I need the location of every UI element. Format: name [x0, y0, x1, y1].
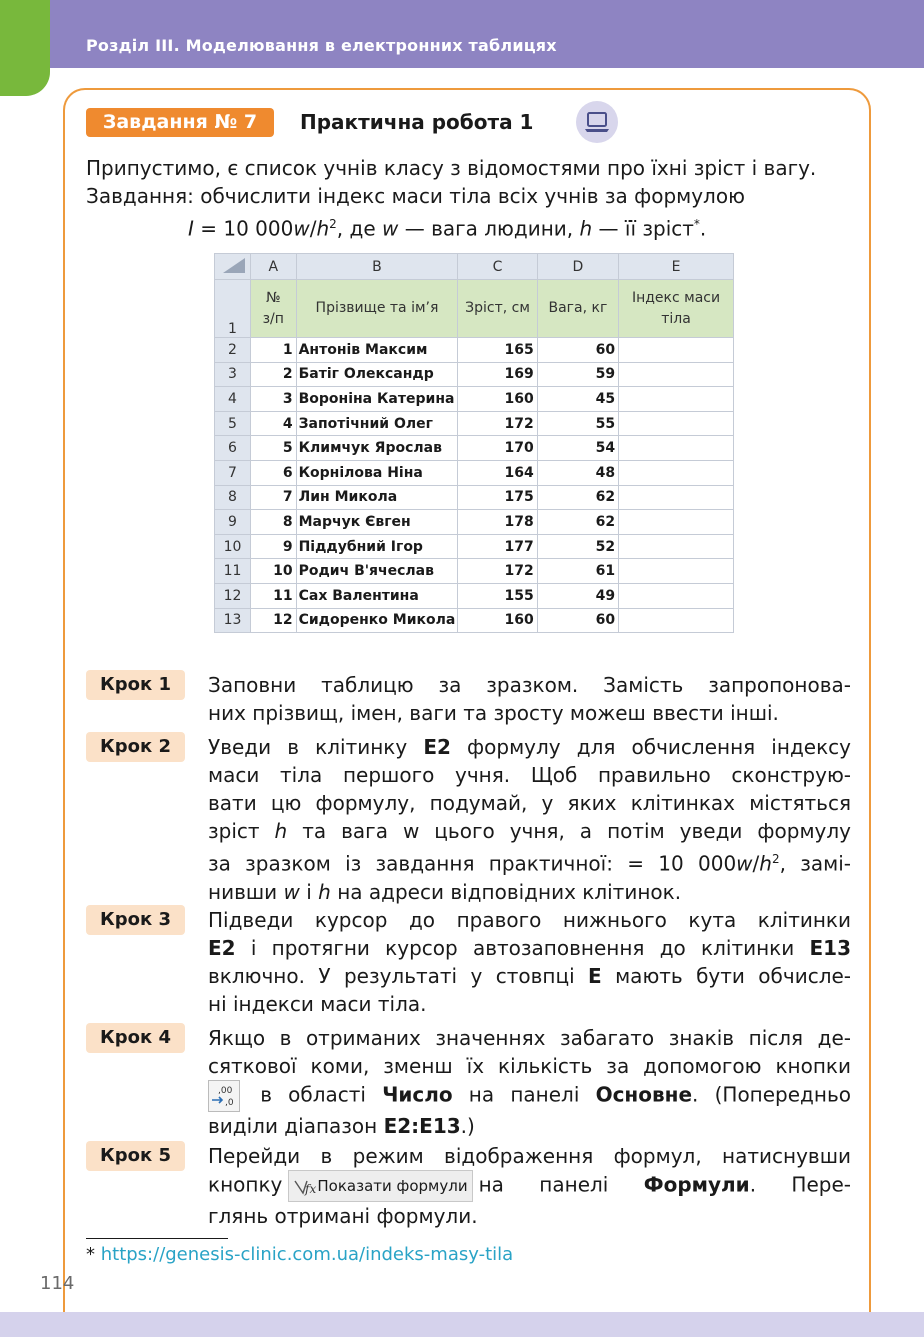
bmi-cell[interactable] [619, 485, 734, 510]
header-cell-number[interactable]: № з/п [250, 280, 296, 338]
footnote: * https://genesis-clinic.com.ua/indeks-masy-tila [86, 1244, 514, 1265]
chapter-header-band [50, 0, 924, 68]
bmi-cell[interactable] [619, 583, 734, 608]
table-row: 8 7 Лин Микола 175 62 [215, 485, 734, 510]
show-formulas-button[interactable]: fx Показати формули [288, 1170, 472, 1202]
table-row: 2 1 Антонів Максим 165 60 [215, 338, 734, 363]
intro-line-2: Завдання: обчислити індекс маси тіла всіх учнів за формулою [86, 184, 745, 208]
step-5-text: Перейди в режим відображення формул, натиснувши кнопку fx Показати формули на панелі Формули. Пере- глянь отримані формули. [208, 1144, 851, 1228]
table-row: 10 9 Піддубний Ігор 177 52 [215, 534, 734, 559]
bmi-cell[interactable] [619, 559, 734, 584]
table-header-row [215, 280, 734, 338]
step-2-text: Уведи в клітинку E2 формулу для обчислення індексу маси тіла першого учня. Щоб правильно сконструю- вати цю формулу, подумай, у яких клітинках містяться зріст h та вага w цього учня, а потім уведи формулу за зразком із завдання практичної: = 10 $000w/h^2$, замі- нивши w і h на адреси відповідних клітинок. [208, 735, 852, 904]
step-4-text: Якщо в отриманих значеннях забагато знаків після де- сяткової коми, зменш їх кількість за допомогою кнопки ,00 ,0 в області Число на панелі Основне. (Попередньо виділи діапазон E2:E13.) [208, 1026, 851, 1138]
table-row: 7 6 Корнілова Ніна 164 48 [215, 460, 734, 485]
table-row: 5 4 Запотічний Олег 172 55 [215, 411, 734, 436]
chapter-title: Розділ ІІІ. Моделювання в електронних таблицях [86, 36, 557, 55]
decrease-decimal-icon[interactable] [208, 1080, 240, 1112]
bmi-cell[interactable] [619, 510, 734, 535]
step-3-text: Підведи курсор до правого нижнього кута клітинки E2 і протягни курсор автозаповнення до клітинки E13 включно. У результаті у стовпці E мають бути обчисле- ні індекси маси тіла. [208, 908, 851, 1016]
step-4-badge: Крок 4 [86, 1023, 185, 1053]
step-5-badge: Крок 5 [86, 1141, 185, 1171]
header-cell-height[interactable]: Зріст, см [458, 280, 537, 338]
svg-text:,00: ,00 [218, 1086, 233, 1096]
column-header-e[interactable]: E [619, 254, 734, 280]
header-cell-weight[interactable]: Вага, кг [537, 280, 618, 338]
header-cell-name[interactable]: Прізвище та ім’я [296, 280, 458, 338]
spreadsheet-table [214, 253, 734, 633]
bmi-cell[interactable] [619, 387, 734, 412]
footnote-link[interactable]: https://genesis-clinic.com.ua/indeks-masy-tila [100, 1244, 514, 1265]
table-row: 12 11 Сах Валентина 155 49 [215, 583, 734, 608]
column-header-d[interactable]: D [537, 254, 618, 280]
chapter-color-tab [0, 0, 50, 96]
svg-text:fx: fx [305, 1181, 317, 1196]
step-1-badge: Крок 1 [86, 670, 185, 700]
table-row: 9 8 Марчук Євген 178 62 [215, 510, 734, 535]
bmi-formula: I = 10 $000w/h^2$, де w — вага людини, h — її зріст*. [188, 216, 707, 241]
step-1-text: Заповни таблицю за зразком. Замість запропонова- них прізвищ, імен, ваги та зросту можеш ввести інші. [208, 673, 851, 725]
table-row: 4 3 Вороніна Катерина 160 45 [215, 387, 734, 412]
svg-text:,0: ,0 [225, 1098, 234, 1108]
footnote-divider [86, 1238, 228, 1239]
bottom-band [0, 1312, 924, 1337]
table-row: 11 10 Родич В'ячеслав 172 61 [215, 559, 734, 584]
header-cell-bmi[interactable]: Індекс маси тіла [619, 280, 734, 338]
task-intro [86, 154, 850, 243]
row-header[interactable]: 1 [215, 280, 251, 338]
column-header-row [215, 254, 734, 280]
bmi-cell[interactable] [619, 460, 734, 485]
bmi-cell[interactable] [619, 411, 734, 436]
laptop-icon [576, 101, 618, 143]
step-2-badge: Крок 2 [86, 732, 185, 762]
bmi-cell[interactable] [619, 338, 734, 363]
page-number: 114 [40, 1273, 75, 1294]
table-row: 6 5 Климчук Ярослав 170 54 [215, 436, 734, 461]
column-header-b[interactable]: B [296, 254, 458, 280]
task-badge: Завдання № 7 [86, 108, 274, 137]
table-row: 13 12 Сидоренко Микола 160 60 [215, 608, 734, 633]
bmi-cell[interactable] [619, 362, 734, 387]
column-header-c[interactable]: C [458, 254, 537, 280]
step-3-badge: Крок 3 [86, 905, 185, 935]
table-row: 3 2 Батіг Олександр 169 59 [215, 362, 734, 387]
intro-line-1: Припустимо, є список учнів класу з відомостями про їхні зріст і вагу. [86, 156, 817, 180]
bmi-cell[interactable] [619, 608, 734, 633]
bmi-cell[interactable] [619, 436, 734, 461]
select-all-corner[interactable] [215, 254, 251, 280]
column-header-a[interactable]: A [250, 254, 296, 280]
bmi-cell[interactable] [619, 534, 734, 559]
task-title: Практична робота 1 [300, 110, 534, 134]
